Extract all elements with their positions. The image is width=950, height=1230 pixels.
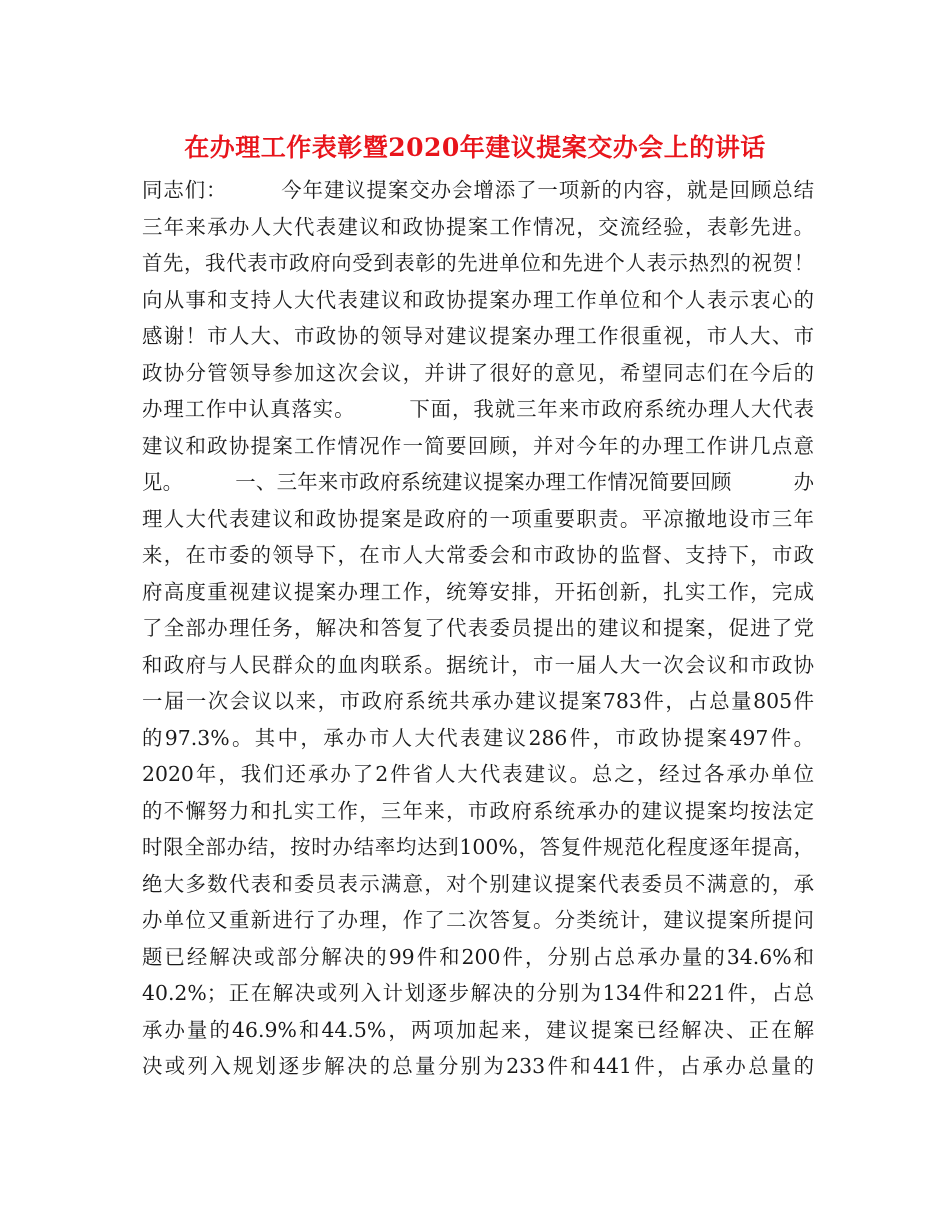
body-line: 见。 一、三年来市政府系统建议提案办理工作情况简要回顾 办 [142, 470, 814, 494]
body-line: 时限全部办结，按时办结率均达到100%，答复件规范化程度逐年提高， [142, 835, 814, 859]
body-line: 了全部办理任务，解决和答复了代表委员提出的建议和提案，促进了党 [142, 616, 814, 640]
document-title: 在办理工作表彰暨2020年建议提案交办会上的讲话 [184, 133, 766, 162]
body-line: 感谢！市人大、市政协的领导对建议提案办理工作很重视，市人大、市 [142, 324, 814, 348]
body-line: 理人大代表建议和政协提案是政府的一项重要职责。平凉撤地设市三年 [142, 506, 814, 531]
body-line: 题已经解决或部分解决的99件和200件，分别占总承办量的34.6%和 [142, 944, 814, 969]
body-line: 向从事和支持人大代表建议和政协提案办理工作单位和个人表示衷心的 [142, 287, 814, 312]
body-line: 来，在市委的领导下，在市人大常委会和市政协的监督、支持下，市政 [142, 543, 814, 567]
body-line: 建议和政协提案工作情况作一简要回顾，并对今年的办理工作讲几点意 [142, 433, 814, 458]
body-line: 的不懈努力和扎实工作，三年来，市政府系统承办的建议提案均按法定 [142, 798, 814, 823]
body-line: 政协分管领导参加这次会议，并讲了很好的意见，希望同志们在今后的 [142, 360, 814, 385]
body-line: 的97.3%。其中，承办市人大代表建议286件，市政协提案497件。 [142, 725, 814, 750]
body-line: 决或列入规划逐步解决的总量分别为233件和441件，占承办总量的 [142, 1054, 814, 1078]
body-line: 和政府与人民群众的血肉联系。据统计，市一届人大一次会议和市政协 [142, 652, 814, 677]
body-line: 承办量的46.9%和44.5%，两项加起来，建议提案已经解决、正在解 [142, 1017, 814, 1042]
body-line: 办单位又重新进行了办理，作了二次答复。分类统计，建议提案所提问 [142, 908, 814, 932]
body-line: 办理工作中认真落实。 下面，我就三年来市政府系统办理人大代表 [142, 397, 814, 421]
body-line: 一届一次会议以来，市政府系统共承办建议提案783件，占总量805件 [142, 689, 814, 713]
body-line: 首先，我代表市政府向受到表彰的先进单位和先进个人表示热烈的祝贺！ [142, 251, 814, 275]
body-line: 府高度重视建议提案办理工作，统筹安排，开拓创新，扎实工作，完成 [142, 579, 814, 604]
body-line: 40.2%；正在解决或列入计划逐步解决的分别为134件和221件，占总 [142, 981, 814, 1005]
body-line: 绝大多数代表和委员表示满意，对个别建议提案代表委员不满意的，承 [142, 871, 814, 896]
body-line: 同志们： 今年建议提案交办会增添了一项新的内容，就是回顾总结 [142, 178, 814, 202]
document-body [142, 172, 814, 1085]
body-line: 三年来承办人大代表建议和政协提案工作情况，交流经验，表彰先进。 [142, 214, 814, 239]
body-line: 2020年，我们还承办了2件省人大代表建议。总之，经过各承办单位 [142, 762, 814, 786]
